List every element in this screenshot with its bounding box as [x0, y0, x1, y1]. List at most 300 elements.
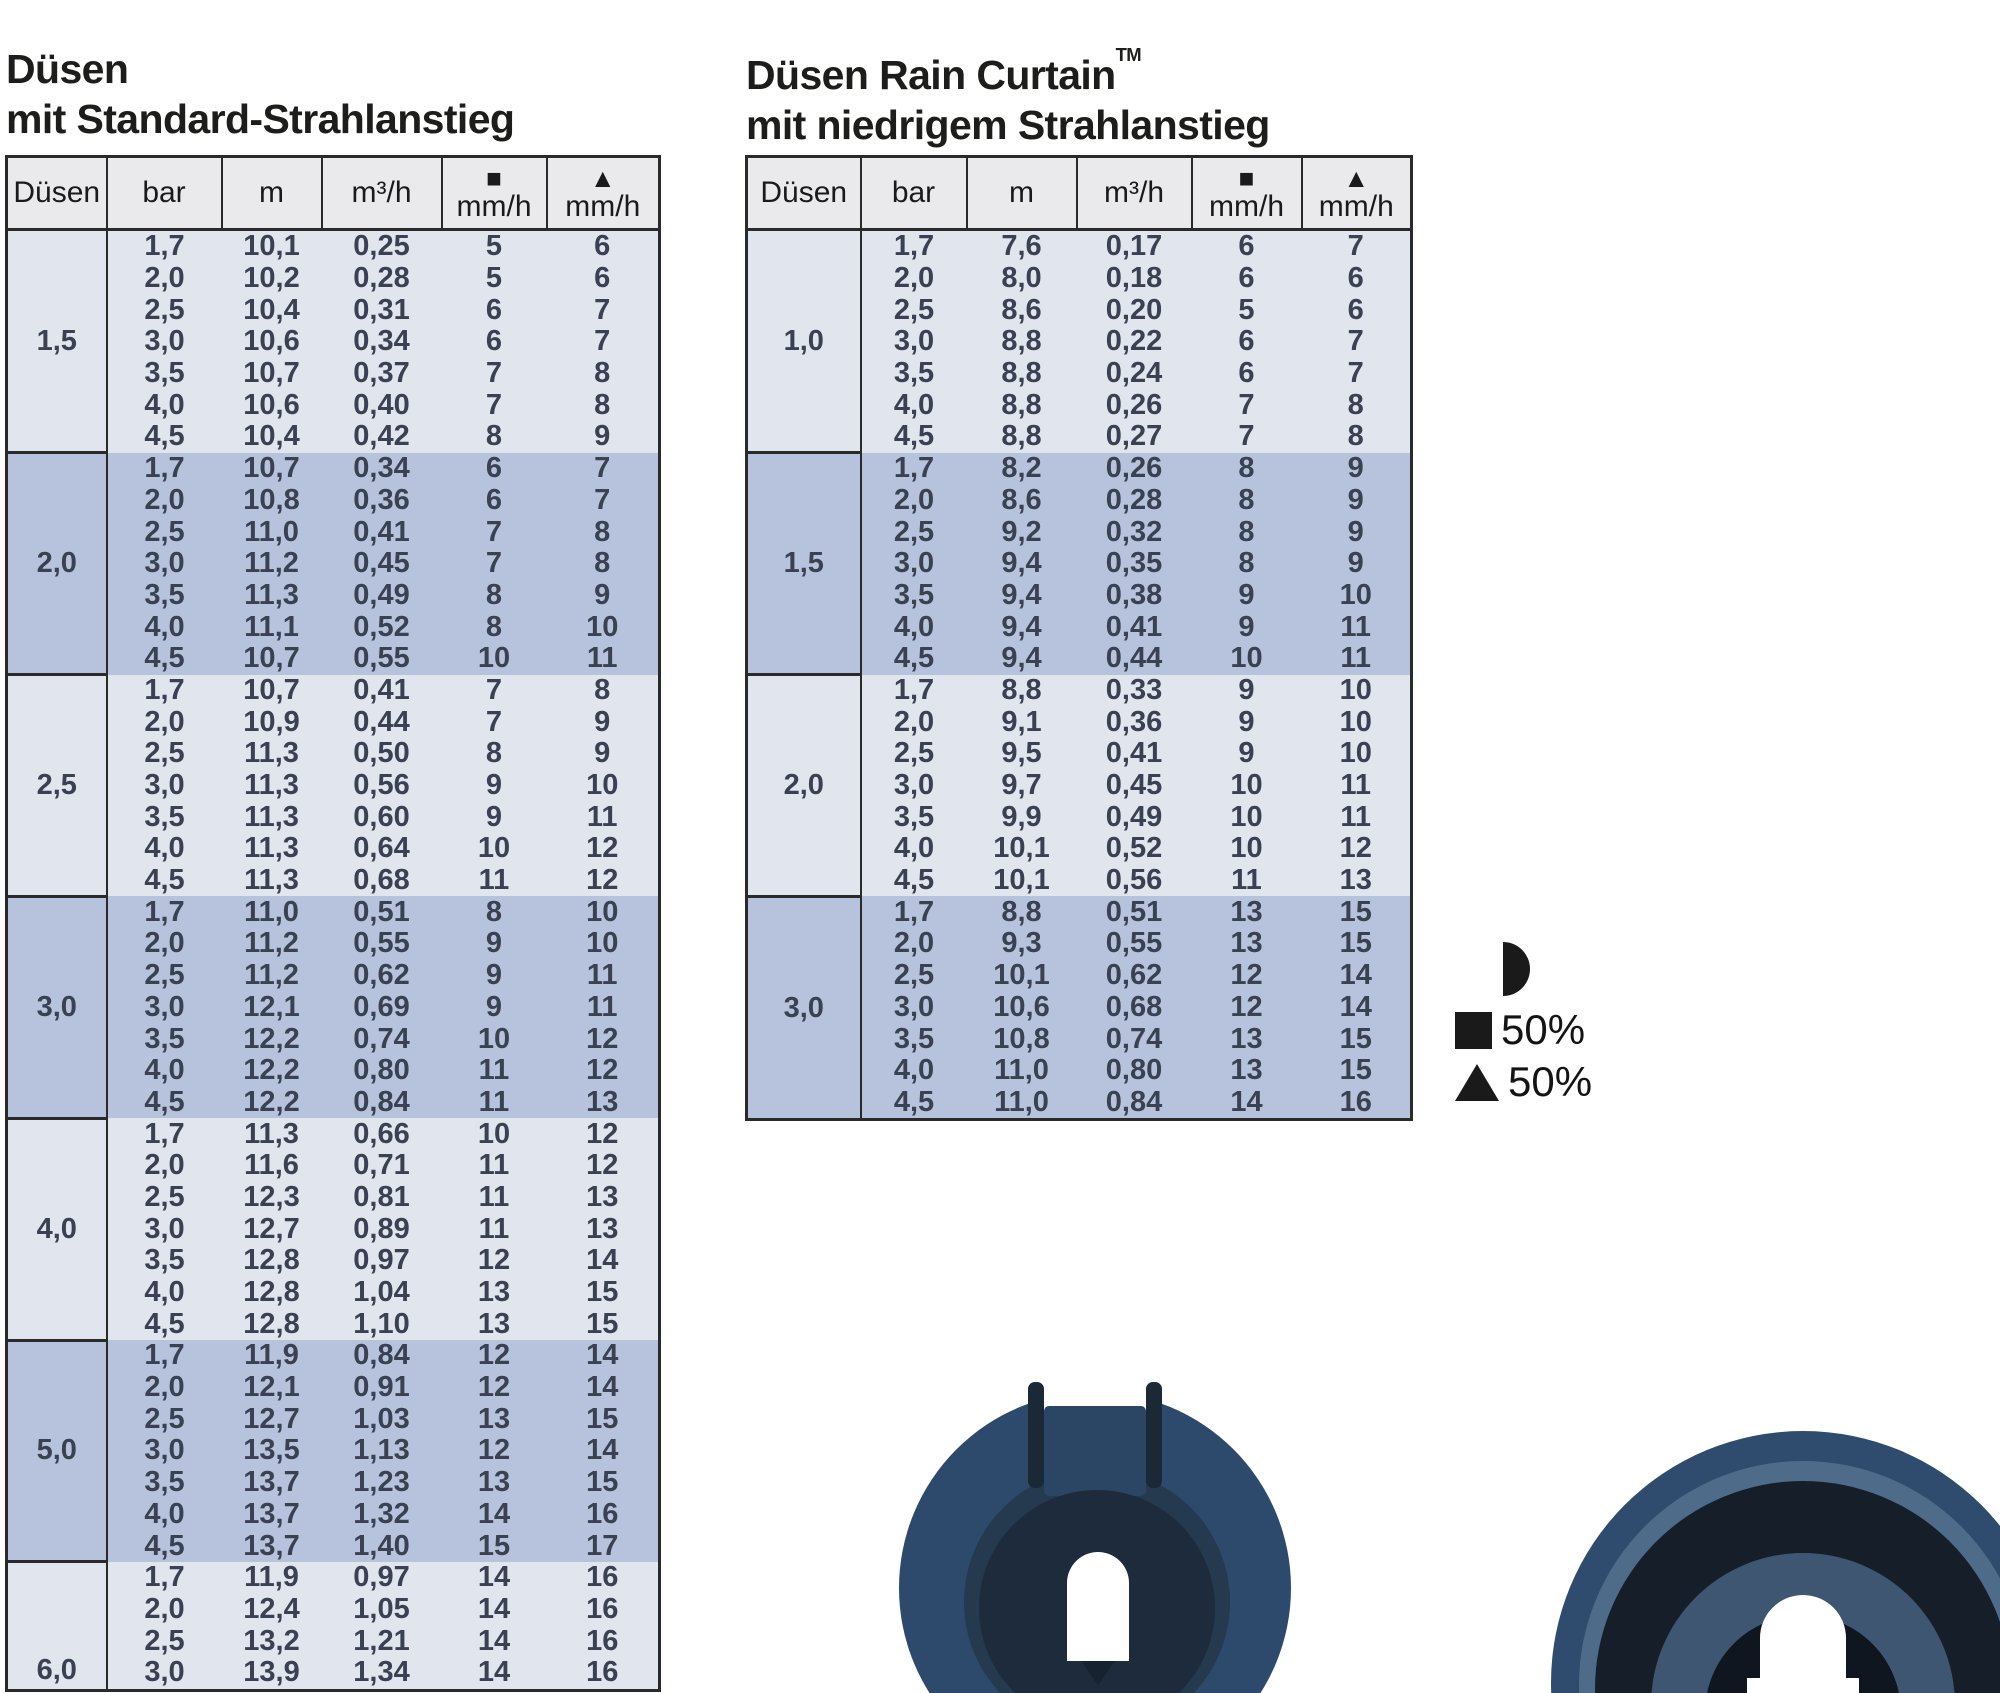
- value-cell: 9: [442, 801, 547, 833]
- col-header-bar: bar: [861, 157, 967, 230]
- value-cell: 1,7: [107, 675, 222, 707]
- value-cell: 0,24: [1077, 358, 1192, 390]
- value-cell: 13,2: [222, 1625, 322, 1657]
- value-cell: 8,8: [967, 421, 1077, 453]
- value-cell: 5: [442, 230, 547, 263]
- value-cell: 0,44: [322, 706, 442, 738]
- value-cell: 6: [1192, 230, 1302, 263]
- value-cell: 2,5: [861, 294, 967, 326]
- nozzle-group-1-5: [7, 230, 660, 453]
- value-cell: 10,7: [222, 453, 322, 485]
- value-cell: 13: [442, 1277, 547, 1309]
- value-cell: 17: [547, 1530, 660, 1562]
- value-cell: 2,5: [107, 1625, 222, 1657]
- value-cell: 7: [442, 516, 547, 548]
- value-cell: 11,3: [222, 801, 322, 833]
- value-cell: 1,7: [861, 896, 967, 928]
- value-cell: 8: [1302, 421, 1412, 453]
- value-cell: 7,6: [967, 230, 1077, 263]
- value-cell: 10,7: [222, 358, 322, 390]
- value-cell: 2,0: [107, 928, 222, 960]
- value-cell: 4,0: [107, 1277, 222, 1309]
- header-row: [7, 157, 660, 230]
- nozzle-group-2-0: [7, 453, 660, 675]
- value-cell: 0,37: [322, 358, 442, 390]
- value-cell: 0,35: [1077, 548, 1192, 580]
- value-cell: 6: [1302, 294, 1412, 326]
- value-cell: 11,6: [222, 1150, 322, 1182]
- value-cell: 11: [547, 801, 660, 833]
- value-cell: 0,34: [322, 326, 442, 358]
- value-cell: 4,5: [107, 643, 222, 675]
- value-cell: 4,0: [861, 1055, 967, 1087]
- nozzle-size-cell: 4,0: [7, 1118, 107, 1340]
- table-row: [747, 230, 1412, 263]
- value-cell: 1,7: [107, 896, 222, 928]
- value-cell: 8: [547, 675, 660, 707]
- value-cell: 11,3: [222, 865, 322, 897]
- value-cell: 12,2: [222, 1023, 322, 1055]
- value-cell: 6: [442, 326, 547, 358]
- value-cell: 0,49: [322, 580, 442, 612]
- value-cell: 3,0: [861, 548, 967, 580]
- value-cell: 11: [442, 1213, 547, 1245]
- value-cell: 12,1: [222, 992, 322, 1024]
- col-header-triangle-mmh: ▲ mm/h: [547, 157, 660, 230]
- value-cell: 11: [442, 1055, 547, 1087]
- value-cell: 11,3: [222, 1118, 322, 1150]
- value-cell: 0,55: [322, 928, 442, 960]
- value-cell: 14: [547, 1340, 660, 1372]
- value-cell: 0,22: [1077, 326, 1192, 358]
- value-cell: 4,0: [861, 833, 967, 865]
- value-cell: 13: [547, 1213, 660, 1245]
- value-cell: 2,5: [861, 516, 967, 548]
- value-cell: 0,71: [322, 1150, 442, 1182]
- nozzle-group-4-0: [7, 1118, 660, 1340]
- value-cell: 15: [547, 1403, 660, 1435]
- value-cell: 0,45: [1077, 770, 1192, 802]
- value-cell: 5: [442, 263, 547, 295]
- value-cell: 10: [547, 928, 660, 960]
- value-cell: 12,8: [222, 1308, 322, 1340]
- value-cell: 0,97: [322, 1562, 442, 1594]
- value-cell: 10: [1192, 833, 1302, 865]
- value-cell: 12,2: [222, 1087, 322, 1119]
- value-cell: 1,7: [861, 230, 967, 263]
- value-cell: 8: [547, 516, 660, 548]
- triangle-icon: [1455, 1064, 1499, 1101]
- value-cell: 9: [1302, 453, 1412, 485]
- value-cell: 8: [442, 421, 547, 453]
- table-row: [7, 1340, 660, 1372]
- value-cell: 11: [1192, 865, 1302, 897]
- value-cell: 10,8: [222, 485, 322, 517]
- value-cell: 9: [1192, 706, 1302, 738]
- value-cell: 0,28: [322, 263, 442, 295]
- value-cell: 12: [1302, 833, 1412, 865]
- triangle-icon: ▲: [1343, 163, 1370, 194]
- value-cell: 1,21: [322, 1625, 442, 1657]
- value-cell: 10: [547, 770, 660, 802]
- nozzle-size-cell: 1,0: [747, 230, 861, 453]
- nozzle-size-cell: 1,5: [7, 230, 107, 453]
- value-cell: 10: [547, 896, 660, 928]
- value-cell: 12,4: [222, 1594, 322, 1626]
- nozzle-group-2-0: [747, 675, 1412, 897]
- value-cell: 11: [547, 643, 660, 675]
- value-cell: 8: [547, 389, 660, 421]
- col-header-m: m: [967, 157, 1077, 230]
- value-cell: 3,0: [861, 992, 967, 1024]
- value-cell: 9: [1192, 611, 1302, 643]
- value-cell: 8: [547, 358, 660, 390]
- value-cell: 11,2: [222, 960, 322, 992]
- value-cell: 0,32: [1077, 516, 1192, 548]
- value-cell: 2,5: [861, 738, 967, 770]
- table-row: [747, 453, 1412, 485]
- value-cell: 0,74: [1077, 1023, 1192, 1055]
- value-cell: 11: [547, 992, 660, 1024]
- value-cell: 0,62: [322, 960, 442, 992]
- value-cell: 7: [1302, 326, 1412, 358]
- value-cell: 2,5: [107, 738, 222, 770]
- nozzle-photo-rain-curtain: [1548, 1413, 2000, 1693]
- value-cell: 12: [547, 833, 660, 865]
- value-cell: 6: [442, 485, 547, 517]
- square-icon: ■: [486, 163, 502, 194]
- value-cell: 0,66: [322, 1118, 442, 1150]
- value-cell: 11: [442, 1150, 547, 1182]
- value-cell: 13: [1192, 1055, 1302, 1087]
- value-cell: 11: [1302, 643, 1412, 675]
- value-cell: 13: [1192, 896, 1302, 928]
- col-header-m: m: [222, 157, 322, 230]
- value-cell: 2,0: [861, 263, 967, 295]
- value-cell: 8,8: [967, 358, 1077, 390]
- value-cell: 0,42: [322, 421, 442, 453]
- value-cell: 6: [1302, 263, 1412, 295]
- value-cell: 0,84: [322, 1340, 442, 1372]
- value-cell: 1,40: [322, 1530, 442, 1562]
- value-cell: 9: [547, 706, 660, 738]
- value-cell: 8: [442, 611, 547, 643]
- value-cell: 0,62: [1077, 960, 1192, 992]
- value-cell: 11,0: [222, 516, 322, 548]
- value-cell: 0,20: [1077, 294, 1192, 326]
- value-cell: 9,2: [967, 516, 1077, 548]
- value-cell: 2,0: [861, 706, 967, 738]
- value-cell: 10: [1302, 706, 1412, 738]
- value-cell: 12: [547, 1055, 660, 1087]
- value-cell: 2,0: [107, 1372, 222, 1404]
- table-row: [747, 896, 1412, 928]
- value-cell: 3,5: [861, 801, 967, 833]
- value-cell: 14: [1302, 960, 1412, 992]
- value-cell: 0,45: [322, 548, 442, 580]
- rain-curtain-table-title: [746, 44, 1270, 150]
- value-cell: 0,36: [1077, 706, 1192, 738]
- value-cell: 15: [1302, 896, 1412, 928]
- value-cell: 8: [442, 896, 547, 928]
- col-header-triangle-mmh: ▲ mm/h: [1302, 157, 1412, 230]
- value-cell: 16: [547, 1562, 660, 1594]
- value-cell: 12: [547, 1118, 660, 1150]
- value-cell: 1,7: [107, 453, 222, 485]
- value-cell: 0,41: [1077, 738, 1192, 770]
- value-cell: 7: [547, 485, 660, 517]
- value-cell: 0,64: [322, 833, 442, 865]
- value-cell: 10,2: [222, 263, 322, 295]
- value-cell: 7: [442, 675, 547, 707]
- value-cell: 2,5: [107, 516, 222, 548]
- value-cell: 13,5: [222, 1435, 322, 1467]
- value-cell: 3,5: [107, 1467, 222, 1499]
- legend-triangle-row: [1455, 1060, 1592, 1104]
- value-cell: 0,41: [322, 675, 442, 707]
- value-cell: 3,5: [107, 580, 222, 612]
- value-cell: 4,0: [107, 1499, 222, 1531]
- value-cell: 12: [442, 1340, 547, 1372]
- value-cell: 5: [1192, 294, 1302, 326]
- value-cell: 2,0: [107, 485, 222, 517]
- value-cell: 15: [442, 1530, 547, 1562]
- value-cell: 16: [547, 1499, 660, 1531]
- value-cell: 3,0: [107, 1213, 222, 1245]
- value-cell: 0,27: [1077, 421, 1192, 453]
- value-cell: 10: [442, 1118, 547, 1150]
- value-cell: 13,7: [222, 1530, 322, 1562]
- value-cell: 1,7: [107, 1118, 222, 1150]
- value-cell: 1,32: [322, 1499, 442, 1531]
- value-cell: 15: [1302, 1023, 1412, 1055]
- standard-table-title: [6, 44, 514, 144]
- value-cell: 14: [442, 1499, 547, 1531]
- value-cell: 7: [547, 453, 660, 485]
- table-row: [7, 453, 660, 485]
- value-cell: 4,5: [861, 643, 967, 675]
- value-cell: 3,0: [107, 1435, 222, 1467]
- value-cell: 11: [442, 1182, 547, 1214]
- value-cell: 9: [442, 960, 547, 992]
- value-cell: 9,4: [967, 643, 1077, 675]
- value-cell: 8: [442, 580, 547, 612]
- value-cell: 13,7: [222, 1467, 322, 1499]
- value-cell: 11: [442, 865, 547, 897]
- value-cell: 6: [442, 453, 547, 485]
- value-cell: 10: [442, 643, 547, 675]
- value-cell: 0,55: [322, 643, 442, 675]
- col-header-m3h: m³/h: [1077, 157, 1192, 230]
- value-cell: 1,10: [322, 1308, 442, 1340]
- value-cell: 9: [547, 738, 660, 770]
- value-cell: 8: [1192, 548, 1302, 580]
- value-cell: 12,7: [222, 1403, 322, 1435]
- value-cell: 1,03: [322, 1403, 442, 1435]
- value-cell: 0,18: [1077, 263, 1192, 295]
- value-cell: 11,3: [222, 833, 322, 865]
- value-cell: 0,41: [322, 516, 442, 548]
- value-cell: 0,44: [1077, 643, 1192, 675]
- value-cell: 1,05: [322, 1594, 442, 1626]
- col-header-square-mmh: ■ mm/h: [442, 157, 547, 230]
- value-cell: 0,33: [1077, 675, 1192, 707]
- value-cell: 7: [1302, 230, 1412, 263]
- value-cell: 11: [1302, 611, 1412, 643]
- value-cell: 8: [1192, 453, 1302, 485]
- value-cell: 7: [442, 389, 547, 421]
- legend-square-row: [1455, 1008, 1592, 1052]
- square-icon: ■: [1238, 163, 1255, 194]
- value-cell: 10,7: [222, 675, 322, 707]
- value-cell: 10,6: [222, 389, 322, 421]
- value-cell: 3,0: [107, 770, 222, 802]
- value-cell: 10: [1192, 801, 1302, 833]
- nozzle-size-cell: 2,0: [747, 675, 861, 897]
- value-cell: 9: [442, 770, 547, 802]
- value-cell: 10,8: [967, 1023, 1077, 1055]
- value-cell: 14: [547, 1435, 660, 1467]
- value-cell: 14: [1302, 992, 1412, 1024]
- rain-curtain-title-line1: Düsen Rain Curtain: [746, 52, 1116, 99]
- value-cell: 9: [1192, 738, 1302, 770]
- value-cell: 4,0: [107, 389, 222, 421]
- nozzle-size-cell: 1,5: [747, 453, 861, 675]
- value-cell: 0,69: [322, 992, 442, 1024]
- value-cell: 12: [547, 865, 660, 897]
- half-circle-icon: [1503, 942, 1530, 996]
- value-cell: 9,9: [967, 801, 1077, 833]
- value-cell: 2,0: [107, 1150, 222, 1182]
- value-cell: 16: [1302, 1087, 1412, 1120]
- value-cell: 12: [442, 1372, 547, 1404]
- value-cell: 3,5: [861, 1023, 967, 1055]
- value-cell: 0,68: [1077, 992, 1192, 1024]
- value-cell: 7: [442, 358, 547, 390]
- value-cell: 3,5: [107, 358, 222, 390]
- value-cell: 9: [1302, 548, 1412, 580]
- value-cell: 1,34: [322, 1657, 442, 1690]
- value-cell: 3,5: [861, 358, 967, 390]
- value-cell: 13: [1302, 865, 1412, 897]
- value-cell: 11,1: [222, 611, 322, 643]
- value-cell: 7: [442, 548, 547, 580]
- value-cell: 10,1: [222, 230, 322, 263]
- value-cell: 0,68: [322, 865, 442, 897]
- value-cell: 0,51: [322, 896, 442, 928]
- value-cell: 10,1: [967, 865, 1077, 897]
- value-cell: 4,5: [107, 1308, 222, 1340]
- nozzle-group-1-0: [747, 230, 1412, 453]
- value-cell: 7: [547, 294, 660, 326]
- value-cell: 14: [442, 1625, 547, 1657]
- legend-square-value: 50%: [1501, 1006, 1586, 1053]
- value-cell: 14: [547, 1245, 660, 1277]
- value-cell: 16: [547, 1657, 660, 1690]
- value-cell: 12,1: [222, 1372, 322, 1404]
- value-cell: 4,5: [861, 421, 967, 453]
- trademark-symbol: TM: [1115, 44, 1142, 66]
- value-cell: 9,5: [967, 738, 1077, 770]
- nozzle-group-3-0: [747, 896, 1412, 1119]
- value-cell: 8: [1192, 485, 1302, 517]
- value-cell: 11,3: [222, 770, 322, 802]
- value-cell: 8,8: [967, 389, 1077, 421]
- value-cell: 2,5: [861, 960, 967, 992]
- rain-curtain-performance-table: [745, 155, 1413, 1121]
- value-cell: 12,2: [222, 1055, 322, 1087]
- value-cell: 9: [1192, 580, 1302, 612]
- value-cell: 6: [1192, 358, 1302, 390]
- value-cell: 11,9: [222, 1340, 322, 1372]
- value-cell: 11,9: [222, 1562, 322, 1594]
- value-cell: 1,23: [322, 1467, 442, 1499]
- value-cell: 14: [442, 1594, 547, 1626]
- value-cell: 0,89: [322, 1213, 442, 1245]
- value-cell: 8,8: [967, 896, 1077, 928]
- value-cell: 6: [547, 263, 660, 295]
- value-cell: 3,5: [861, 580, 967, 612]
- value-cell: 12: [547, 1150, 660, 1182]
- value-cell: 8,6: [967, 485, 1077, 517]
- value-cell: 0,56: [322, 770, 442, 802]
- value-cell: 1,13: [322, 1435, 442, 1467]
- value-cell: 13,7: [222, 1499, 322, 1531]
- value-cell: 10,6: [967, 992, 1077, 1024]
- value-cell: 3,0: [861, 326, 967, 358]
- value-cell: 7: [1192, 389, 1302, 421]
- value-cell: 0,28: [1077, 485, 1192, 517]
- nozzle-size-cell: 6,0: [7, 1562, 107, 1690]
- value-cell: 13: [1192, 928, 1302, 960]
- standard-performance-table: [5, 155, 661, 1692]
- value-cell: 9: [1192, 675, 1302, 707]
- value-cell: 1,04: [322, 1277, 442, 1309]
- value-cell: 4,5: [861, 865, 967, 897]
- value-cell: 0,38: [1077, 580, 1192, 612]
- value-cell: 0,49: [1077, 801, 1192, 833]
- value-cell: 4,0: [107, 833, 222, 865]
- value-cell: 14: [1192, 1087, 1302, 1120]
- value-cell: 0,91: [322, 1372, 442, 1404]
- value-cell: 16: [547, 1625, 660, 1657]
- value-cell: 0,17: [1077, 230, 1192, 263]
- nozzle-group-5-0: [7, 1340, 660, 1562]
- value-cell: 11: [547, 960, 660, 992]
- table-row: [7, 1562, 660, 1594]
- value-cell: 8,6: [967, 294, 1077, 326]
- value-cell: 2,0: [861, 928, 967, 960]
- legend-triangle-value: 50%: [1508, 1058, 1593, 1106]
- value-cell: 0,60: [322, 801, 442, 833]
- value-cell: 12: [1192, 992, 1302, 1024]
- table-row: [7, 230, 660, 263]
- col-header-square-mmh: ■ mm/h: [1192, 157, 1302, 230]
- value-cell: 11,3: [222, 738, 322, 770]
- square-icon: [1455, 1012, 1492, 1049]
- value-cell: 2,0: [107, 1594, 222, 1626]
- value-cell: 8,8: [967, 675, 1077, 707]
- value-cell: 12,8: [222, 1245, 322, 1277]
- value-cell: 4,0: [107, 611, 222, 643]
- nozzle-size-cell: 2,0: [7, 453, 107, 675]
- value-cell: 13,9: [222, 1657, 322, 1690]
- value-cell: 15: [547, 1277, 660, 1309]
- value-cell: 10,1: [967, 960, 1077, 992]
- value-cell: 11: [1302, 801, 1412, 833]
- nozzle-group-6-0: [7, 1562, 660, 1690]
- nozzle-size-cell: 3,0: [747, 896, 861, 1119]
